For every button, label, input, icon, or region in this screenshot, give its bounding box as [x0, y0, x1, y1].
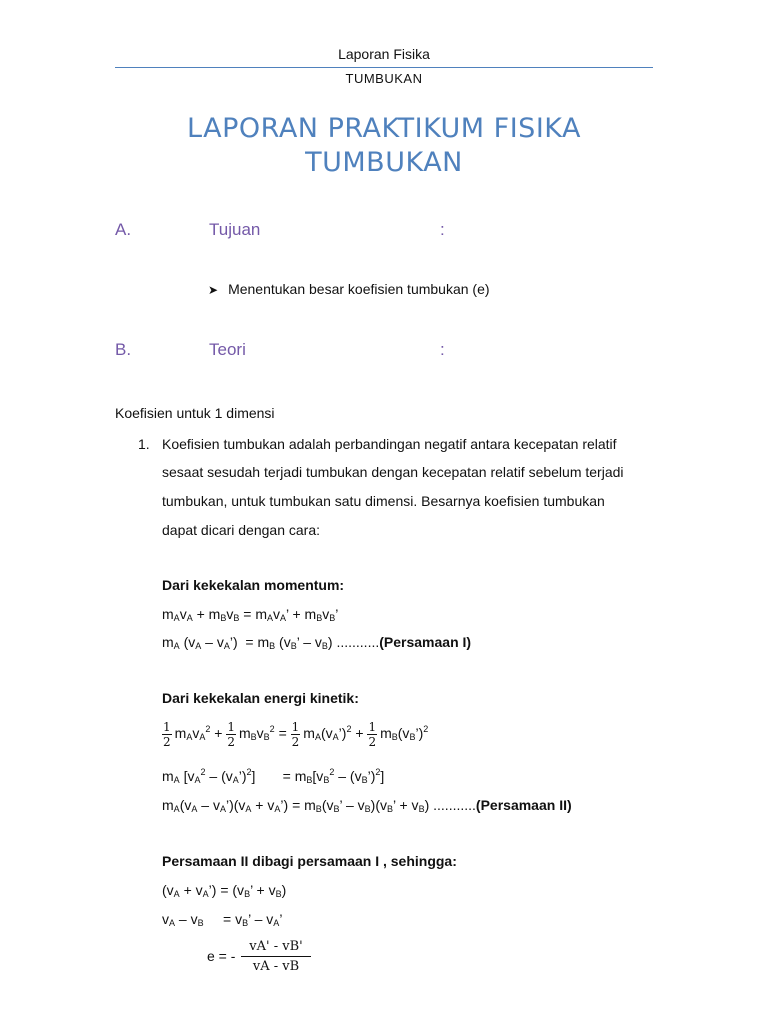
coefficient-symbol: e = - — [207, 948, 236, 964]
section-a-colon: : — [440, 220, 445, 239]
division-equation-1: ($v_A$ + $v_A’) = (v_B$’ + $v_B$) — [162, 882, 287, 899]
energy-heading: Dari kekekalan energi kinetik: — [162, 690, 359, 706]
paragraph-line-1: Koefisien tumbukan adalah perbandingan negatif antara kecepatan relatif — [162, 436, 617, 452]
objective-bullet — [208, 281, 490, 297]
document-title — [0, 112, 768, 180]
half-fraction: $\frac{1}{2}$ — [291, 720, 300, 749]
list-item-number: 1. — [138, 436, 150, 452]
paragraph-line-2: sesaat sesudah terjadi tumbukan dengan kecepatan relatif sebelum terjadi — [162, 464, 624, 480]
equation-label-2: (Persamaan II) — [475, 797, 572, 813]
section-b-letter: B. — [115, 340, 132, 359]
section-a-name: Tujuan — [209, 220, 261, 239]
section-b-heading — [115, 340, 655, 364]
document-title-line-2: TUMBUKAN — [305, 147, 463, 178]
coefficient-denominator: vA - vB — [252, 959, 300, 974]
document-title-line-1: LAPORAN PRAKTIKUM FISIKA — [187, 113, 581, 144]
division-heading: Persamaan II dibagi persamaan I , sehingga: — [162, 853, 457, 869]
division-equation-2: $v_A - v_B$ = $v_B$’ – $v_A$’ — [162, 911, 283, 928]
momentum-heading: Dari kekekalan momentum: — [162, 577, 345, 593]
half-fraction: $\frac{1}{2}$ — [163, 720, 171, 749]
paragraph-line-3: tumbukan, untuk tumbukan satu dimensi. Besarnya koefisien tumbukan — [162, 493, 605, 509]
momentum-equation-2: $m_A$ ($v_A$ – $v_A’) = m_B$ ($v_B$’ – $v_B$) ...........(Persamaan I) — [162, 634, 472, 651]
half-fraction: $\frac{1}{2}$ — [368, 720, 377, 749]
running-header-title: Laporan Fisika — [338, 46, 430, 62]
section-b-colon: : — [440, 340, 445, 359]
energy-equation-3: $m_A(v_A$ – $v_A’)(v_A$ + $v_A’) = m_B(v_B$’ – $v_B)(v_B$’ + $v_B$) ...........(Persamaan II) — [162, 797, 572, 814]
section-a-letter: A. — [115, 220, 132, 239]
header-rule — [115, 67, 653, 68]
coefficient-numerator: vA' - vB' — [241, 938, 311, 957]
running-header-subtitle: TUMBUKAN — [345, 71, 423, 86]
section-b-name: Teori — [209, 340, 246, 359]
energy-equation-1: $\frac{1}{2}$ $m_Av_A^2$ + $\frac{1}{2}$ $m_Bv_B^2$ = $\frac{1}{2}$ $m_A(v_A’)^2$ + $\frac{1}{2}$ $m_B(v_B’)^2$ — [163, 720, 429, 749]
half-fraction: $\frac{1}{2}$ — [227, 720, 235, 749]
arrow-bullet-icon: ➤ — [208, 283, 219, 297]
paragraph-line-4: dapat dicari dengan cara: — [162, 522, 320, 538]
coefficient-fraction — [241, 938, 311, 975]
energy-equation-2: $m_A$ [$v_A^2$ – $(v_A’)^2$] = $m_B[v_B^2$ – $(v_B’)^2$] — [162, 767, 385, 785]
intro-line: Koefisien untuk 1 dimensi — [115, 405, 275, 421]
momentum-equation-1: $m_Av_A + m_Bv_B = m_Av_A$’ + $m_Bv_B$’ — [162, 606, 339, 623]
objective-text: Menentukan besar koefisien tumbukan (e) — [228, 281, 490, 297]
section-a-heading — [115, 220, 655, 244]
equation-label-1: (Persamaan I) — [379, 634, 472, 650]
